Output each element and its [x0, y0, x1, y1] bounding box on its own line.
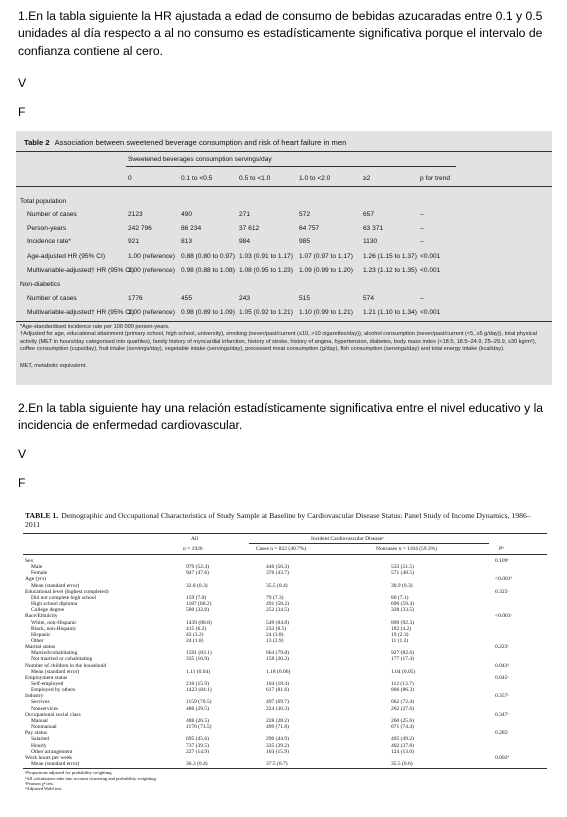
table-1-cell-noncases: 177 (17.4)	[391, 656, 414, 663]
table-1-row-label: Age (yrs)	[25, 576, 46, 583]
table-2-cell: 921	[128, 238, 140, 245]
table-2-cell: <0.001	[420, 253, 441, 260]
table-2-cell: 0.98 (0.88 to 1.08)	[181, 267, 235, 274]
table-2-cell: 1.21 (1.10 to 1.34)	[363, 309, 417, 316]
table-1-footnote: ᶜPearson χ² test.	[25, 780, 54, 786]
table-1-cell-all: 488 (26.5)	[186, 717, 209, 724]
table-1-cell-cases: 228 (28.2)	[266, 717, 289, 724]
table-1-cell-noncases: 662 (72.4)	[391, 699, 414, 706]
table-1-row-label: Male	[31, 564, 43, 571]
table-2-cell: <0.001	[420, 309, 441, 316]
table-1-cell-cases: 252 (34.5)	[266, 607, 289, 614]
table-1-cell-cases: 335 (39.2)	[266, 742, 289, 749]
table-2-row-label: Total population	[20, 198, 67, 205]
table-2-row-label: Person-years	[27, 225, 67, 232]
table-1-row-label: Mean (standard error)	[31, 582, 80, 589]
table-1-cell-noncases: 927 (82.6)	[391, 650, 414, 657]
table-1-cell-cases: 103 (15.9)	[266, 748, 289, 755]
table-1-bottom-rule	[23, 768, 547, 769]
table-1-col-noncases: Noncases n = 1104 (59.3%)	[376, 546, 438, 552]
table-1-cell-noncases: 35.5 (0.6)	[391, 760, 413, 767]
table-1-row-label: College degree	[31, 607, 65, 614]
table-2-cell: 86 234	[181, 225, 202, 232]
table-1-cell-all: 32.8 (0.3)	[186, 582, 208, 589]
table-1-footnote: ᵃProportions adjusted for probability weighting.	[25, 770, 113, 776]
table-1-cell-p: 0.043ᵈ	[495, 662, 510, 669]
table-2-column-header: ≥2	[363, 175, 371, 182]
table-1-cell-all: 24 (1.8)	[186, 637, 204, 644]
table-1-col-group: Incident Cardiovascular Diseaseᵃ	[311, 536, 384, 542]
table-1-row-label: Female	[31, 570, 48, 577]
table-2-cell: 63 371	[363, 225, 384, 232]
table-2-caption	[24, 138, 346, 147]
table-2-row-label: Multivariable-adjusted† HR (95% CI)	[27, 309, 135, 316]
table-2-footnote: *Age-standardised incidence rate per 100 000 person-years.	[20, 324, 170, 330]
table-2-column-header: 0.5 to <1.0	[239, 175, 271, 182]
table-1-row-label: Did not complete high school	[31, 594, 97, 601]
table-1-cell-noncases: 405 (49.2)	[391, 736, 414, 743]
table-1-row-label: Nonservices	[31, 705, 59, 712]
table-1-cell-all: 216 (15.9)	[186, 681, 209, 687]
table-1-cell-all: 580 (32.8)	[186, 607, 209, 614]
table-2-row-label: Multivariable-adjusted† HR (95% CI)	[27, 267, 135, 274]
table-1-cell-all: 227 (14.9)	[186, 748, 209, 755]
table-1-cell-all: 1170 (73.5)	[186, 724, 212, 731]
table-1-figure	[21, 510, 551, 812]
table-1-cell-noncases: 402 (37.8)	[391, 742, 414, 749]
table-1-cell-p: 0.002ᵈ	[495, 754, 510, 761]
table-1-row-label: Hispanic	[31, 631, 51, 638]
table-1-row-label: Not married or cohabitating	[31, 656, 93, 663]
table-1-cell-cases: 233 (8.5)	[266, 625, 287, 632]
table-1-row-label: Occupational social class	[25, 711, 81, 718]
table-1-row-label: Race/Ethnicity	[25, 613, 58, 620]
table-2-figure	[16, 131, 552, 385]
table-2-title: Association between sweetened beverage consumption and risk of heart failure in men	[54, 138, 347, 147]
table-1-row-label: Self-employed	[31, 681, 64, 687]
table-2-cell: 37 612	[239, 225, 260, 232]
table-1-row-label: Mean (standard error)	[31, 760, 80, 767]
table-1-label: TABLE 1.	[25, 511, 59, 520]
table-1-cell-cases: 13 (2.9)	[266, 637, 284, 644]
table-2-label: Table 2	[24, 138, 50, 147]
table-2-cell: 1.26 (1.15 to 1.37)	[363, 253, 417, 260]
table-1-title: Demographic and Occupational Characteristics of Study Sample at Baseline by Cardiovascular Disease Status: Panel Study of Income Dynamics, 1986–2011	[25, 511, 531, 529]
table-1-cell-noncases: 30.9 (0.3)	[391, 582, 413, 589]
table-1-row-label: Sex	[25, 558, 34, 564]
table-2-column-header: p for trend	[420, 175, 451, 182]
table-1-col-cases: Cases n = 822 (40.7%)	[256, 546, 307, 552]
table-1-cell-p: 0.285ᶜ	[495, 730, 509, 737]
table-1-cell-all: 486 (29.5)	[186, 705, 209, 712]
table-1-row-label: Manual	[31, 717, 48, 724]
table-2-cell: 1776	[128, 295, 143, 302]
table-1-cell-all: 947 (47.6)	[186, 570, 209, 577]
table-1-cell-all: 737 (39.5)	[186, 742, 209, 749]
table-2-cell: 64 757	[299, 225, 320, 232]
table-2-top-rule	[16, 151, 552, 152]
table-1-cell-cases: 446 (56.3)	[266, 564, 289, 571]
table-1-cell-all: 1439 (88.8)	[186, 619, 212, 626]
table-1-row-label: Other arrangement	[31, 748, 73, 755]
question-2-text: 2.En la tabla siguiente hay una relación estadísticamente significativa entre el nivel educativo y la incidencia de enfermedad cardiovascular.	[18, 401, 544, 433]
table-1-cell-noncases: 696 (59.4)	[391, 601, 414, 608]
table-1-cell-noncases: 19 (2.3)	[391, 631, 409, 638]
table-2-header-group: Sweetened beverages consumption servings/day	[128, 156, 272, 163]
table-2-row-label: Incidence rate*	[27, 238, 71, 245]
table-1-cell-all: 415 (6.2)	[186, 625, 207, 632]
table-1-cell-noncases: 80 (7.1)	[391, 594, 409, 601]
table-1-cell-all: 1591 (83.1)	[186, 650, 212, 657]
table-1-cell-noncases: 260 (25.6)	[391, 717, 414, 724]
table-1-cell-all: 335 (16.9)	[186, 656, 209, 663]
table-2-row-label: Number of cases	[27, 211, 77, 218]
table-1-cell-noncases: 1.04 (0.05)	[391, 668, 416, 675]
table-1-cell-all: 1187 (60.2)	[186, 601, 212, 608]
table-1-cell-noncases: 112 (13.7)	[391, 681, 414, 687]
table-2-column-header: 0	[128, 175, 132, 182]
table-2-cell: <0.001	[420, 267, 441, 274]
table-1-cell-all: 1159 (70.5)	[186, 699, 212, 706]
table-1-row-label: Employment status	[25, 674, 68, 681]
table-1-row-label: Employed by others	[31, 687, 76, 694]
table-1-top-rule	[23, 533, 547, 534]
table-2-cell: 1.23 (1.12 to 1.35)	[363, 267, 417, 274]
table-1-cell-p: 0.357ᶜ	[495, 693, 509, 700]
table-2-cell: 1.07 (0.97 to 1.17)	[299, 253, 353, 260]
question-1-option-false[interactable]: F	[18, 105, 26, 119]
table-1-row-label: Married/cohabitating	[31, 650, 78, 657]
table-1-row-label: Marital status	[25, 644, 56, 651]
table-2-row-label: Age-adjusted HR (95% CI)	[27, 253, 106, 260]
table-1-row-label: Work hours per week	[25, 754, 73, 761]
table-2-cell: 985	[299, 238, 311, 245]
table-1-cell-cases: 24 (3.8)	[266, 631, 284, 638]
table-1-header-rule	[23, 554, 547, 555]
table-1-cell-all: 1423 (84.1)	[186, 687, 212, 694]
table-1-row-label: Nonmanual	[31, 724, 57, 731]
table-2-cell: 1.05 (0.92 to 1.21)	[239, 309, 293, 316]
table-1-footnote: ᵈAdjusted Wald test.	[25, 786, 63, 792]
table-2-cell: 242 796	[128, 225, 152, 232]
table-1-cell-cases: 290 (44.9)	[266, 736, 289, 743]
question-1-option-true[interactable]: V	[18, 76, 27, 90]
table-1-cell-p: 0.109ᶜ	[495, 558, 509, 564]
table-1-cell-cases: 1.18 (0.06)	[266, 668, 291, 675]
table-2-cell: –	[420, 225, 424, 232]
table-1-cell-noncases: 328 (33.5)	[391, 607, 414, 614]
table-2-cell: 1.09 (0.99 to 1.20)	[299, 267, 353, 274]
table-1-row-label: Salaried	[31, 736, 50, 743]
table-1-row-label: Industry	[25, 693, 44, 700]
table-2-cell: 657	[363, 211, 375, 218]
table-1-cell-noncases: 671 (74.4)	[391, 724, 414, 731]
table-2-group-rule	[126, 166, 456, 167]
table-2-cell: 1.00 (reference)	[128, 267, 175, 274]
table-1-group-rule	[249, 543, 489, 544]
table-2-cell: 271	[239, 211, 251, 218]
table-1-cell-p: 0.325ᶜ	[495, 588, 509, 595]
table-2-cell: 1.08 (0.95 to 1.23)	[239, 267, 293, 274]
table-1-cell-all: 1.11 (0.04)	[186, 668, 211, 675]
table-2-cell: 1.10 (0.99 to 1.21)	[299, 309, 353, 316]
table-1-cell-noncases: 182 (4.2)	[391, 625, 412, 632]
table-1-row-label: Other	[31, 637, 44, 644]
table-2-cell: 572	[299, 211, 311, 218]
question-2-option-false[interactable]: F	[18, 476, 26, 490]
table-2-cell: 243	[239, 295, 251, 302]
table-2-cell: –	[420, 211, 424, 218]
table-1-cell-cases: 158 (20.2)	[266, 656, 289, 663]
table-1-cell-all: 979 (52.4)	[186, 564, 209, 571]
table-1-cell-cases: 549 (84.8)	[266, 619, 289, 626]
table-1-cell-p: <0.001ᵈ	[495, 576, 513, 583]
table-2-cell: 455	[181, 295, 193, 302]
table-2-cell: 2123	[128, 211, 143, 218]
table-2-cell: 984	[239, 238, 251, 245]
table-1-cell-p: <0.001ᶜ	[495, 613, 512, 620]
question-2-option-true[interactable]: V	[18, 447, 27, 461]
table-1-cell-cases: 104 (18.4)	[266, 681, 289, 687]
table-2-cell: 1130	[363, 238, 378, 245]
table-1-col-all: All	[191, 536, 199, 542]
table-1-cell-cases: 491 (58.2)	[266, 601, 289, 608]
table-1-cell-cases: 37.5 (0.7)	[266, 760, 288, 767]
table-2-cell: 1.00 (reference)	[128, 253, 175, 260]
table-1-row-label: Number of children in the household	[25, 662, 107, 669]
table-1-cell-cases: 376 (43.7)	[266, 570, 289, 577]
table-1-row-label: Services	[31, 699, 50, 706]
table-1-cell-cases: 224 (30.3)	[266, 705, 289, 712]
table-1-cell-all: 159 (7.0)	[186, 594, 207, 601]
table-1-col-n: n = 1926	[183, 546, 203, 552]
table-1-cell-noncases: 11 (1.2)	[391, 637, 409, 644]
table-1-row-label: Black, non-Hispanic	[31, 625, 77, 632]
table-2-cell: 1.00 (reference)	[128, 309, 175, 316]
table-2-bottom-rule	[16, 321, 552, 322]
table-1-cell-cases: 617 (81.6)	[266, 687, 289, 694]
table-1-cell-noncases: 124 (13.0)	[391, 748, 414, 755]
table-2-cell: –	[420, 295, 424, 302]
table-1-cell-p: 0.223ᶜ	[495, 644, 509, 651]
table-1-row-label: Educational level (highest completed)	[25, 588, 109, 595]
table-2-row-label: Number of cases	[27, 295, 77, 302]
table-2-column-header: 1.0 to <2.0	[299, 175, 331, 182]
question-1-text: 1.En la tabla siguiente la HR ajustada a edad de consumo de bebidas azucaradas entre 0.1 y 0.5 unidades al día respecto a al no consumo es estadísticamente significativa porque el intervalo de confianza contiene al cero.	[18, 9, 543, 58]
table-1-col-p: Pᵇ	[499, 546, 504, 552]
table-2-cell: –	[420, 238, 424, 245]
table-1-row-label: White, non-Hispanic	[31, 619, 77, 626]
table-1-cell-noncases: 806 (86.3)	[391, 687, 414, 694]
table-1-cell-cases: 664 (79.8)	[266, 650, 289, 657]
table-2-cell: 515	[299, 295, 311, 302]
table-1-cell-noncases: 533 (51.5)	[391, 564, 414, 571]
table-1-row-label: Pay status	[25, 730, 48, 737]
table-1-row-label: Hourly	[31, 742, 47, 749]
table-1-caption	[25, 512, 545, 529]
table-1-cell-noncases: 262 (27.6)	[391, 705, 414, 712]
table-2-cell: 574	[363, 295, 375, 302]
table-1-cell-all: 43 (3.2)	[186, 631, 204, 638]
table-2-cell: 490	[181, 211, 193, 218]
table-2-column-header: 0.1 to <0.5	[181, 175, 213, 182]
table-1-cell-all: 36.3 (0.4)	[186, 760, 208, 767]
table-1-row-label: Mean (standard error)	[31, 668, 80, 675]
table-2-header-rule	[16, 186, 552, 187]
table-1-cell-all: 695 (45.6)	[186, 736, 209, 743]
table-1-cell-cases: 79 (7.3)	[266, 594, 284, 601]
table-2-footnote: MET, metabolic equivalent.	[20, 363, 87, 369]
table-2-cell: 0.98 (0.89 to 1.09)	[181, 309, 235, 316]
table-1-cell-p: 0.347ᶜ	[495, 711, 509, 718]
table-1-row-label: High school diploma	[31, 601, 78, 608]
table-1-cell-noncases: 571 (48.5)	[391, 570, 414, 577]
table-1-cell-cases: 35.5 (0.4)	[266, 582, 288, 589]
table-2-row-label: Non-diabetics	[20, 281, 61, 288]
table-1-cell-p: 0.045ᶜ	[495, 674, 509, 681]
table-1-footnote: ᵇAll calculations take into account clustering and probability weighting.	[25, 775, 157, 781]
table-1-cell-cases: 499 (71.8)	[266, 724, 289, 731]
table-2-cell: 813	[181, 238, 193, 245]
table-1-cell-noncases: 890 (92.3)	[391, 619, 414, 626]
table-2-cell: 1.03 (0.91 to 1.17)	[239, 253, 293, 260]
table-2-footnote: †Adjusted for age, educational attainment (primary school, high school, university), smoking (never/past/current (≤10, >10 cigarettes/day)), alcohol consumption (never/past/current (<5, ≥5 g/day)), total physical activity (MET in hours/day categorised into quartiles), family history of myocardial infarction, history of stroke, history of angina, hypertension, diabetes, body mass index (<18.5, 18.5–24.9, 25–29.9, ≥30 kg/m²), coffee consumption (cups/day), fruit intake (servings/day), vegetable intake (servings/day), processed meat consumption (g/day), fish consumption (servings/day) and total energy intake (kcal/day).	[20, 331, 537, 353]
table-1-cell-cases: 497 (69.7)	[266, 699, 289, 706]
table-2-cell: 0.88 (0.80 to 0.97)	[181, 253, 235, 260]
